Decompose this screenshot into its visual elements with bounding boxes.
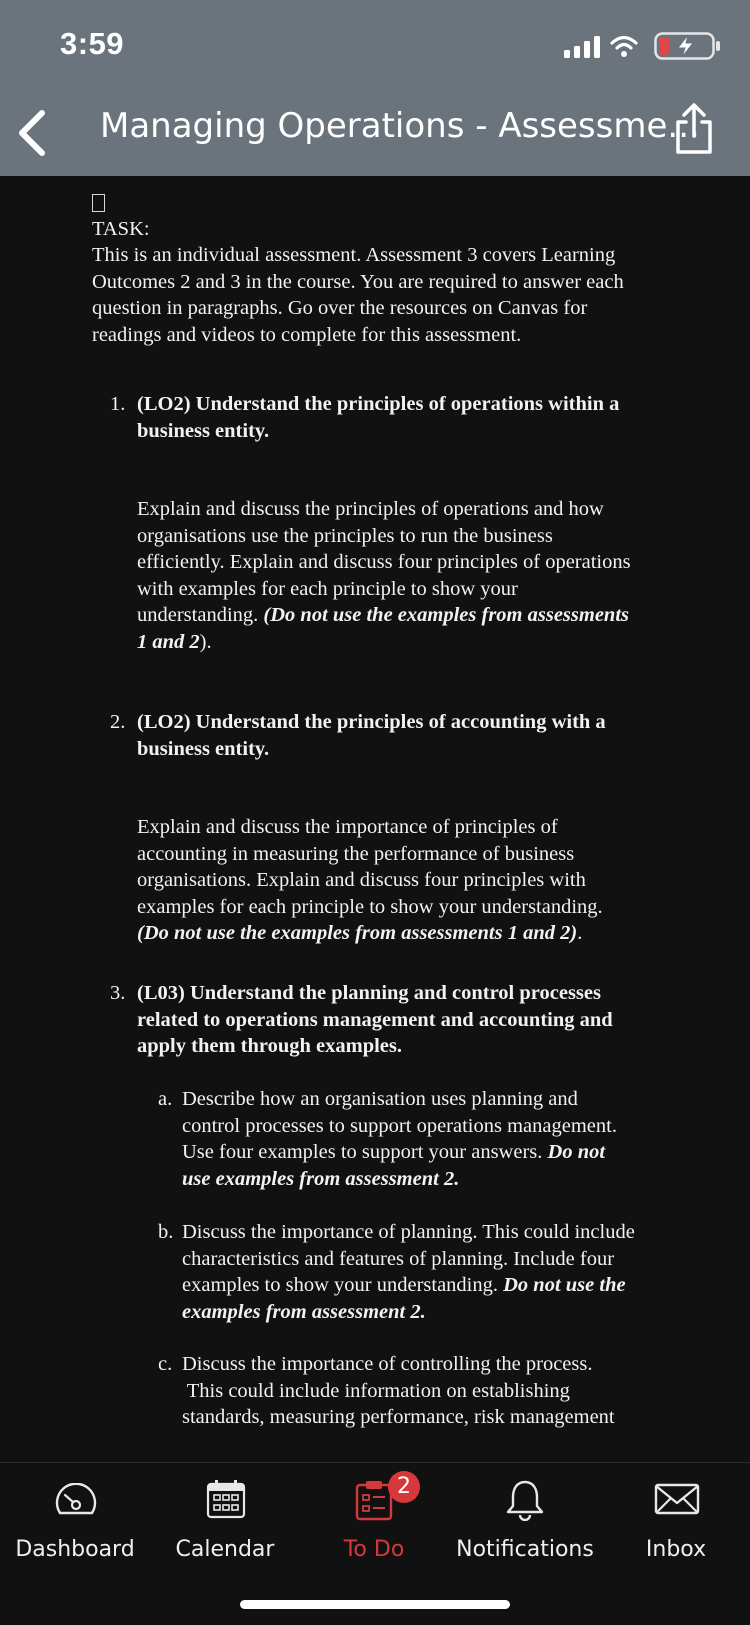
question-heading — [137, 391, 677, 444]
body-line: accounting in measuring the performance of business — [137, 842, 575, 865]
body-line: Discuss the importance of planning. This could include — [182, 1221, 635, 1243]
emphasis-text: Do not use the — [503, 1274, 626, 1296]
sub-question-a — [182, 1086, 702, 1192]
body-line: organisations use the principles to run the business — [137, 524, 553, 547]
question-number: 1. — [110, 393, 126, 415]
question-number: 3. — [110, 982, 126, 1004]
body-line: organisations. Explain and discuss four principles with — [137, 869, 586, 891]
home-indicator[interactable] — [240, 1600, 510, 1609]
status-icons — [522, 30, 722, 60]
question-number: 2. — [110, 711, 126, 733]
body-line: Describe how an organisation uses planning and — [182, 1088, 578, 1110]
sub-question-c — [182, 1351, 702, 1431]
intro-line: question in paragraphs. Go over the resources on Canvas for — [92, 297, 588, 319]
body-text: examples to show your understanding. — [182, 1274, 504, 1296]
body-line: with examples for each principle to show your — [137, 577, 518, 600]
tab-calendar[interactable] — [158, 1463, 292, 1583]
emphasis-text: (Do not use the examples from assessments — [263, 604, 630, 626]
question-heading — [137, 980, 697, 1060]
emphasis-text: examples from assessment 2. — [182, 1300, 426, 1323]
share-button[interactable] — [672, 102, 716, 156]
question-body — [137, 814, 697, 947]
body-text: ). — [199, 630, 212, 653]
emphasis-text: 1 and 2 — [137, 630, 200, 653]
sub-question-letter: a. — [158, 1088, 173, 1110]
tab-label: Dashboard — [15, 1537, 135, 1562]
signal-icon — [564, 36, 604, 58]
tab-notifications[interactable] — [448, 1463, 602, 1583]
todo-badge: 2 — [388, 1471, 420, 1503]
heading-line: related to operations management and accounting and — [137, 1008, 613, 1031]
calendar-icon — [206, 1479, 246, 1519]
task-label: TASK: — [92, 218, 150, 240]
intro-line: This is an individual assessment. Assessment 3 covers Learning — [92, 244, 616, 266]
intro-line: readings and videos to complete for this assessment. — [92, 323, 522, 346]
page-title: Managing Operations - Assessme... — [100, 106, 700, 146]
body-text: Use four examples to support your answers. — [182, 1141, 548, 1163]
emphasis-text: Do not — [547, 1141, 606, 1163]
body-line — [182, 1139, 702, 1166]
sub-question-b — [182, 1219, 702, 1325]
missing-glyph-box — [92, 194, 105, 212]
question-heading — [137, 709, 677, 762]
tab-label: To Do — [343, 1537, 405, 1562]
heading-line: business entity. — [137, 737, 270, 760]
battery-charging-icon — [654, 32, 722, 60]
sub-question-letter: c. — [158, 1353, 173, 1375]
body-line: Explain and discuss the principles of operations and how — [137, 498, 604, 520]
body-line: control processes to support operations management. — [182, 1114, 617, 1137]
body-line: efficiently. Explain and discuss four principles of operations — [137, 551, 631, 573]
heading-line: (L03) Understand the planning and control processes — [137, 982, 601, 1004]
body-line: examples for each principle to show your understanding. — [137, 895, 603, 918]
body-line: This could include information on establishing — [182, 1379, 570, 1402]
body-line — [137, 629, 697, 656]
bell-icon — [505, 1479, 545, 1521]
body-line: characteristics and features of planning. Include four — [182, 1247, 615, 1270]
tab-todo[interactable] — [318, 1463, 430, 1583]
tab-label: Notifications — [456, 1537, 594, 1562]
assessment-content — [0, 176, 750, 1462]
tab-label: Inbox — [645, 1537, 707, 1562]
app-header — [0, 0, 750, 176]
dashboard-icon — [54, 1483, 98, 1519]
body-line: Discuss the importance of controlling the process. — [182, 1353, 593, 1375]
body-line — [137, 920, 697, 947]
question-body — [137, 496, 697, 655]
tab-dashboard[interactable] — [8, 1463, 142, 1583]
body-line — [182, 1272, 702, 1299]
emphasis-text: use examples from assessment 2. — [182, 1167, 460, 1190]
heading-line: apply them through examples. — [137, 1035, 403, 1057]
body-line: Explain and discuss the importance of principles of — [137, 816, 558, 838]
body-text: . — [577, 922, 583, 944]
heading-line: (LO2) Understand the principles of accounting with a — [137, 711, 606, 733]
heading-line: (LO2) Understand the principles of operations within a — [137, 393, 620, 415]
emphasis-text: (Do not use the examples from assessments 1 and 2) — [137, 922, 578, 944]
intro-line: Outcomes 2 and 3 in the course. You are required to answer each — [92, 270, 624, 293]
inbox-icon — [654, 1483, 700, 1515]
body-text: understanding. — [137, 604, 264, 626]
body-line: standards, measuring performance, risk management — [182, 1406, 615, 1428]
wifi-icon — [610, 34, 638, 58]
back-button[interactable] — [14, 107, 50, 159]
tab-label: Calendar — [175, 1537, 275, 1562]
tab-inbox[interactable] — [624, 1463, 728, 1583]
status-time: 3:59 — [60, 26, 125, 61]
sub-question-letter: b. — [158, 1221, 174, 1243]
heading-line: business entity. — [137, 419, 270, 442]
task-intro — [92, 242, 692, 348]
body-line — [137, 602, 697, 629]
